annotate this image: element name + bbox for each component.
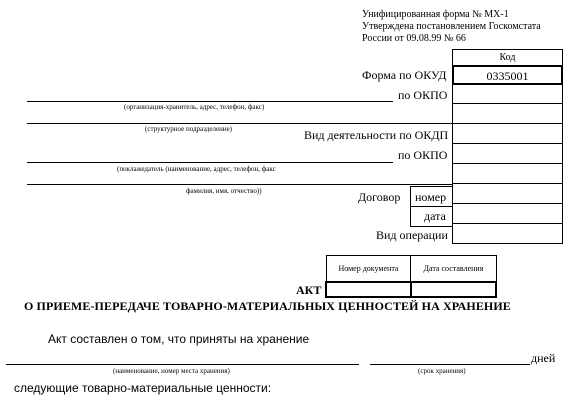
storage-place-line[interactable] — [6, 364, 359, 365]
code-column-header: Код — [453, 50, 562, 66]
document-number-header: Номер документа — [326, 256, 411, 282]
depositor-caption: (поклажедатель (наименование, адрес, телефон, факс — [117, 165, 276, 173]
okpo-label-2: по ОКПО — [398, 148, 448, 162]
okdp-cell[interactable] — [453, 124, 562, 144]
custodian-caption: (организация-хранитель, адрес, телефон, факс) — [124, 103, 265, 111]
storage-term-caption: (срок хранения) — [418, 367, 466, 375]
contract-number-label: номер — [415, 190, 447, 204]
following-values-label: следующие товарно-материальные ценности: — [14, 381, 272, 395]
document-date-header: Дата составления — [411, 256, 496, 282]
okpo-custodian-cell[interactable] — [453, 84, 562, 104]
operation-type-cell[interactable] — [453, 224, 562, 244]
act-subtitle: О ПРИЕМЕ-ПЕРЕДАЧЕ ТОВАРНО-МАТЕРИАЛЬНЫХ ЦЕННОСТЕЙ НА ХРАНЕНИЕ — [24, 299, 511, 313]
form-number-line: Унифицированная форма № МХ-1 — [362, 9, 509, 20]
contract-number-cell[interactable] — [453, 184, 562, 204]
division-line[interactable] — [27, 123, 452, 124]
contract-date-label: дата — [424, 209, 446, 223]
act-title: АКТ — [296, 283, 322, 297]
okud-label: Форма по ОКУД — [362, 68, 447, 82]
custodian-line[interactable] — [27, 101, 393, 102]
contract-date-cell[interactable] — [453, 204, 562, 224]
okud-code-cell[interactable]: 0335001 — [452, 65, 563, 85]
okpo-label-1: по ОКПО — [398, 88, 448, 102]
storage-place-caption: (наименование, номер места хранения) — [113, 367, 230, 375]
division-caption: (структурное подразделение) — [145, 125, 233, 133]
blank-code-cell[interactable] — [453, 164, 562, 184]
okpo-depositor-cell[interactable] — [453, 144, 562, 164]
document-date-cell[interactable] — [411, 282, 496, 297]
depositor-line[interactable] — [27, 162, 393, 163]
contract-divider — [410, 206, 453, 207]
approval-date-line: России от 09.08.99 № 66 — [362, 33, 466, 44]
contract-label: Договор — [358, 190, 401, 204]
depositor-caption-2: фамилия, имя, отчество)) — [186, 187, 262, 195]
act-intro: Акт составлен о том, что приняты на хранение — [48, 332, 310, 346]
approval-line: Утверждена постановлением Госкомстата — [362, 21, 541, 32]
okpo-blank-cell[interactable] — [453, 104, 562, 124]
document-table — [325, 255, 497, 298]
days-label: дней — [531, 351, 556, 365]
depositor-line-2[interactable] — [27, 184, 452, 185]
document-number-cell[interactable] — [326, 282, 411, 297]
okdp-label: Вид деятельности по ОКДП — [304, 128, 449, 142]
operation-type-label: Вид операции — [376, 228, 448, 242]
code-column — [452, 49, 563, 244]
storage-term-line[interactable] — [370, 364, 530, 365]
